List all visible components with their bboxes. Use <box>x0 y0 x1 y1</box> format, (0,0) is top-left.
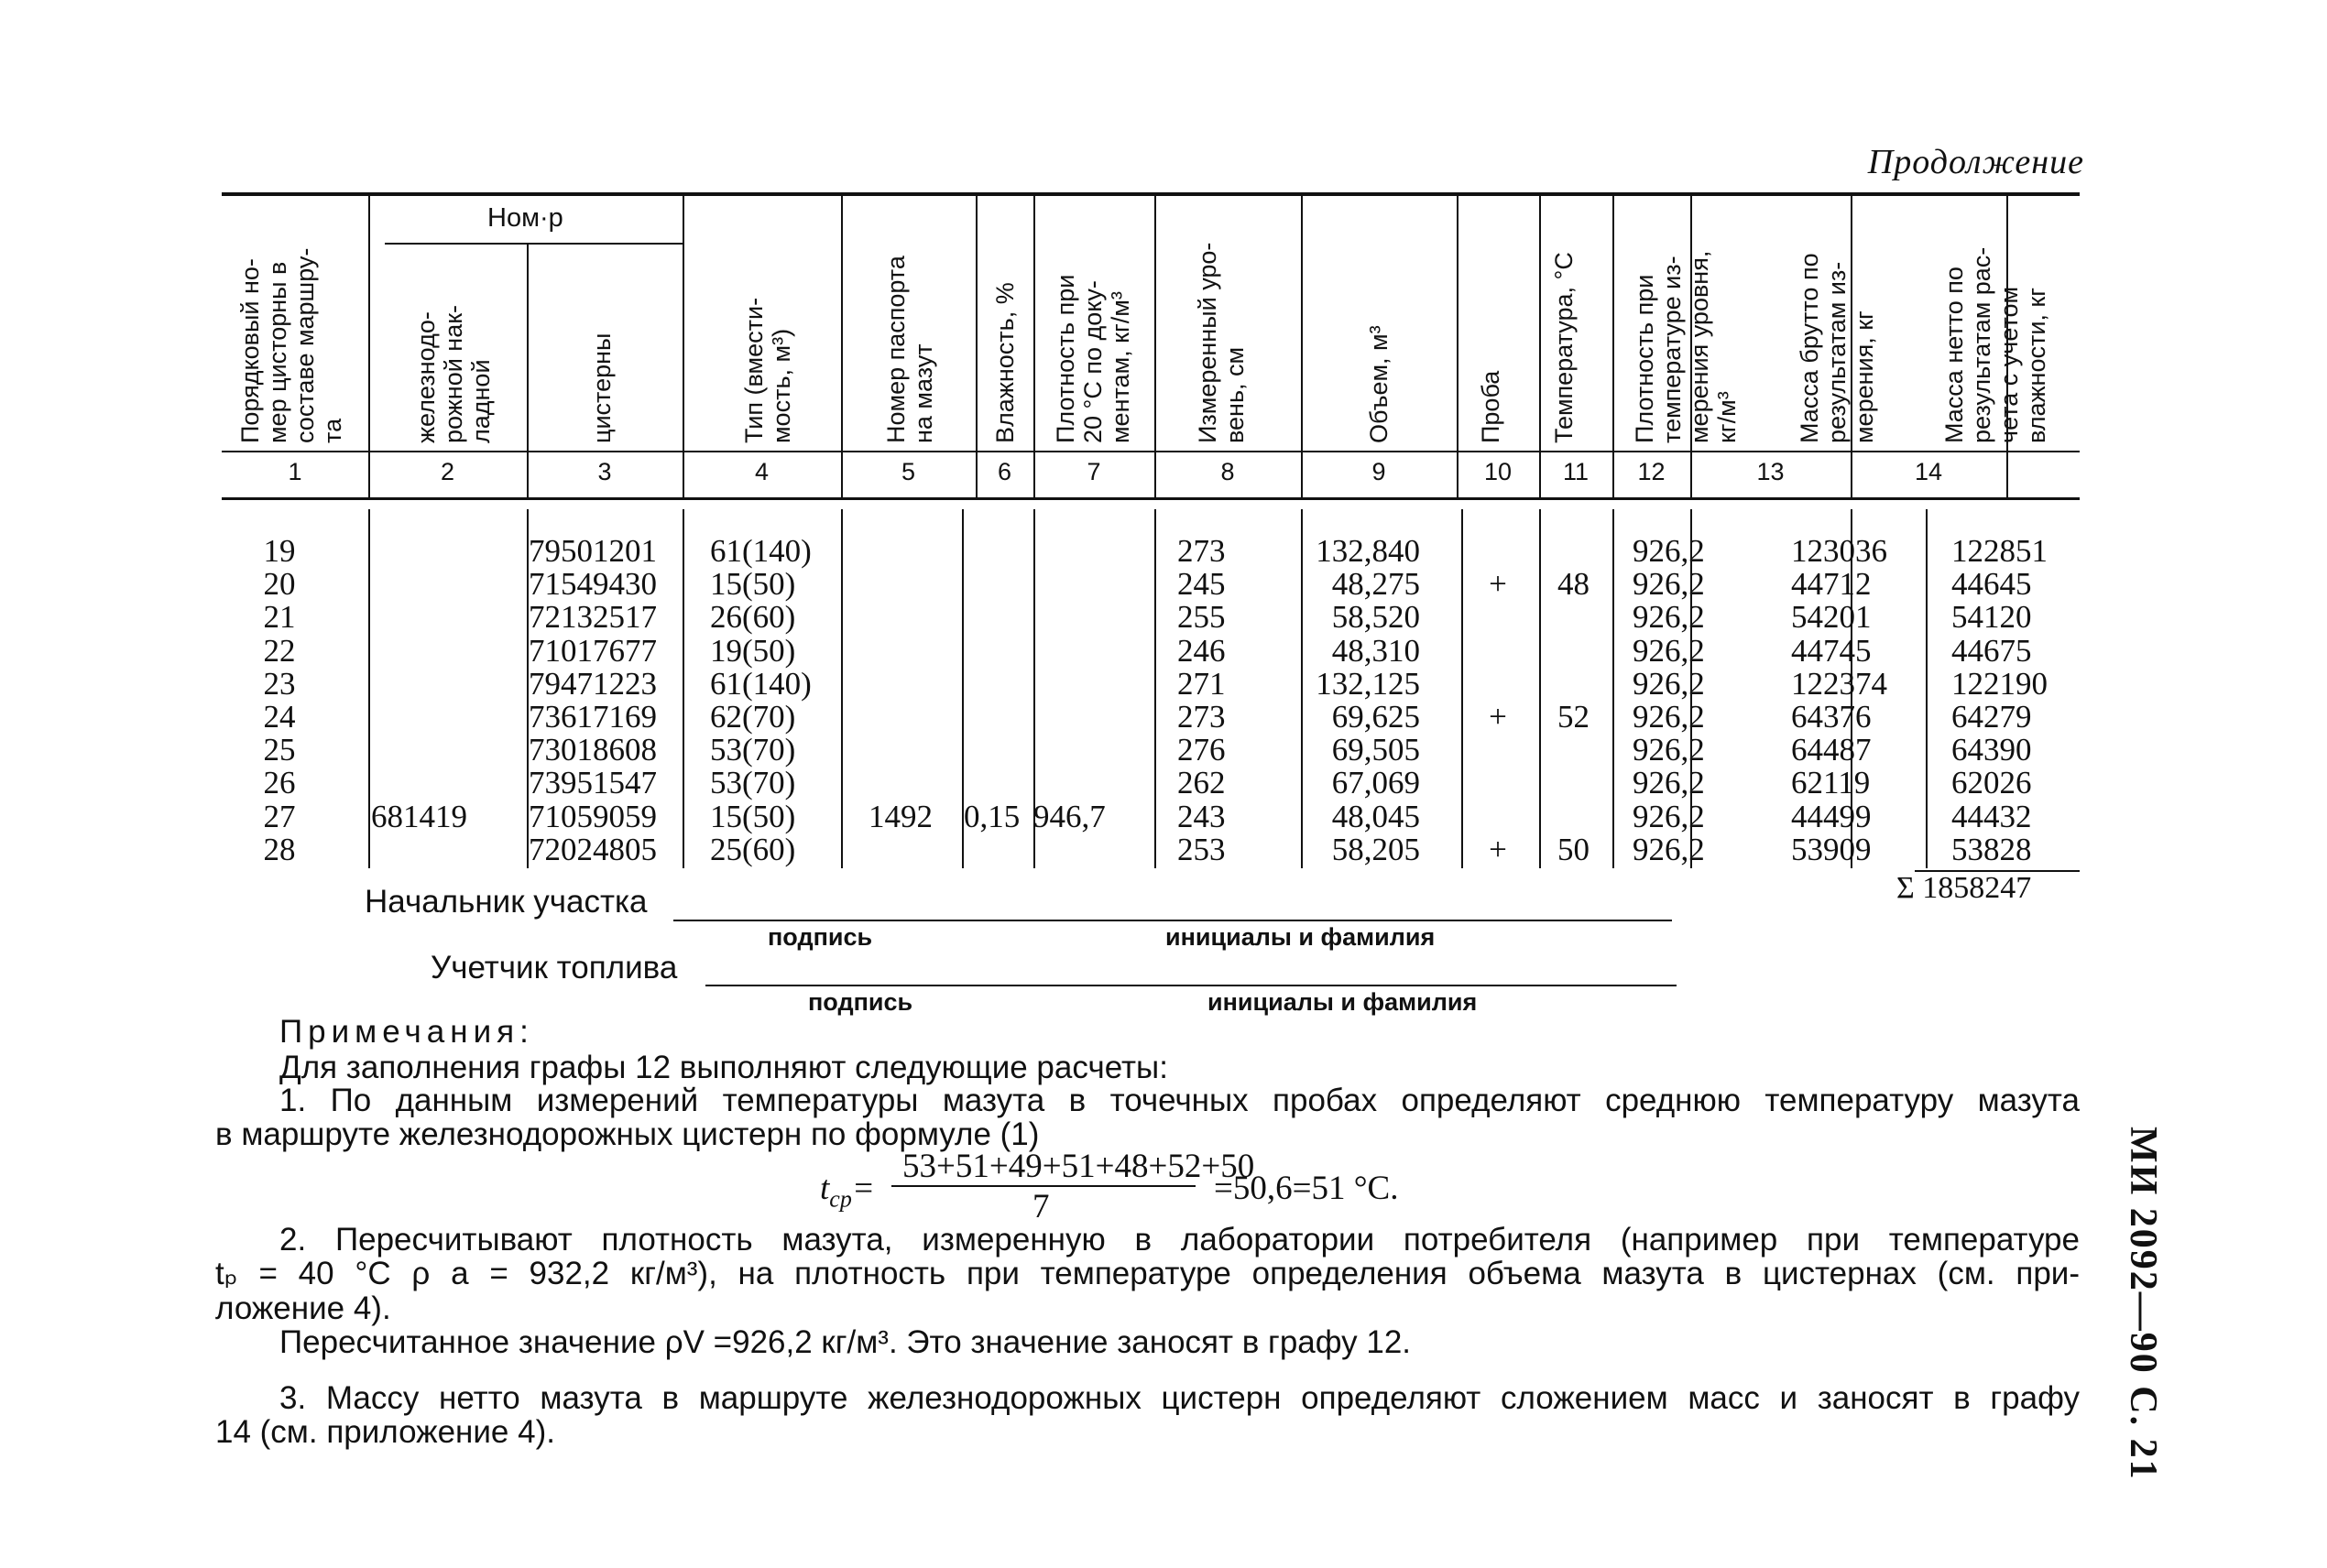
col-header-6: Влажность, % <box>991 282 1019 443</box>
density-20c: 946,7 <box>1033 798 1106 834</box>
tank-type: 25(60) <box>710 831 796 867</box>
volume: 48,045 <box>1331 798 1420 834</box>
tank-number: 71549430 <box>529 566 657 603</box>
body-column-divider <box>1926 509 1928 868</box>
group-caption-number: Ном·р <box>487 203 563 233</box>
tank-type: 61(140) <box>710 665 812 702</box>
measured-level: 271 <box>1177 665 1226 702</box>
tank-number: 71059059 <box>529 798 657 834</box>
density-measured: 926,2 <box>1633 599 1705 636</box>
note-2-line-2: tₚ = 40 °С ρ a = 932,2 кг/м³), на плотность при температуре определения объема мазута в цистернах (см. при- <box>215 1256 2080 1291</box>
col-header-4: Тип (вмести- мость, м³) <box>740 297 795 443</box>
volume: 132,840 <box>1316 533 1420 569</box>
volume: 67,069 <box>1331 765 1420 801</box>
header-column-divider <box>841 196 843 498</box>
column-number: 11 <box>1562 458 1590 485</box>
column-number: 13 <box>1756 458 1785 485</box>
tank-type: 53(70) <box>710 765 796 801</box>
measured-level: 262 <box>1177 765 1226 801</box>
temperature: 48 <box>1557 566 1590 603</box>
note-1-line-1: 1. По данным измерений температуры мазута в точечных пробах определяют среднюю температуру мазута <box>279 1083 2080 1118</box>
group-rule <box>385 243 683 245</box>
measured-level: 255 <box>1177 599 1226 636</box>
tank-number: 72024805 <box>529 831 657 867</box>
tank-number: 71017677 <box>529 632 657 669</box>
row-index: 19 <box>263 533 296 569</box>
col-header-2: железнодо- рожной нак- ладной <box>412 304 495 443</box>
density-measured: 926,2 <box>1633 632 1705 669</box>
tank-type: 26(60) <box>710 599 796 636</box>
body-column-divider <box>841 509 843 868</box>
gross-mass: 54201 <box>1791 599 1872 636</box>
chief-label: Начальник участка <box>365 884 648 920</box>
header-bottom-rule <box>222 451 2080 452</box>
gross-mass: 53909 <box>1791 831 1872 867</box>
numbers-bottom-rule <box>222 497 2080 500</box>
row-index: 20 <box>263 566 296 603</box>
body-column-divider <box>368 509 370 868</box>
volume: 48,275 <box>1331 566 1420 603</box>
density-measured: 926,2 <box>1633 765 1705 801</box>
density-measured: 926,2 <box>1633 665 1705 702</box>
header-column-divider <box>1457 196 1458 498</box>
row-index: 22 <box>263 632 296 669</box>
temperature: 52 <box>1557 699 1590 735</box>
tank-number: 73018608 <box>529 732 657 768</box>
row-index: 21 <box>263 599 296 636</box>
gross-mass: 64487 <box>1791 732 1872 768</box>
net-mass: 44432 <box>1951 798 2032 834</box>
accountant-label: Учетчик топлива <box>431 950 678 985</box>
col-header-5: Номер паспорта на мазут <box>882 256 937 443</box>
chief-name-caption: инициалы и фамилия <box>1165 923 1436 951</box>
volume: 69,505 <box>1331 732 1420 768</box>
probe-mark: + <box>1489 831 1507 867</box>
net-mass: 44645 <box>1951 566 2032 603</box>
table-top-rule <box>222 192 2080 196</box>
density-measured: 926,2 <box>1633 566 1705 603</box>
gross-mass: 44712 <box>1791 566 1872 603</box>
measured-level: 273 <box>1177 533 1226 569</box>
density-measured: 926,2 <box>1633 798 1705 834</box>
note-3-line-1: 3. Массу нетто мазута в маршруте железнодорожных цистерн определяют сложением масс и заносят в графу <box>279 1380 2080 1416</box>
column-number: 8 <box>1220 458 1235 485</box>
waybill-number: 681419 <box>371 798 467 834</box>
column-number: 9 <box>1371 458 1386 485</box>
net-mass: 62026 <box>1951 765 2032 801</box>
net-mass: 44675 <box>1951 632 2032 669</box>
continued-label: Продолжение <box>1867 143 2084 181</box>
body-column-divider <box>683 509 684 868</box>
tank-number: 79471223 <box>529 665 657 702</box>
col-header-11: Температура, °С <box>1550 252 1578 443</box>
column-number: 3 <box>597 458 612 485</box>
column-number: 12 <box>1637 458 1666 485</box>
measured-level: 245 <box>1177 566 1226 603</box>
col-header-10: Проба <box>1477 370 1504 443</box>
tank-type: 15(50) <box>710 798 796 834</box>
measured-level: 246 <box>1177 632 1226 669</box>
measured-level: 253 <box>1177 831 1226 867</box>
formula-lhs: $t_{ср}=$ <box>820 1170 875 1213</box>
tank-type: 19(50) <box>710 632 796 669</box>
density-measured: 926,2 <box>1633 732 1705 768</box>
col-header-9: Объем, м³ <box>1365 325 1393 443</box>
chief-sign-caption: подпись <box>768 923 873 951</box>
note-2-line-3: ложение 4). <box>215 1290 391 1326</box>
temperature: 50 <box>1557 831 1590 867</box>
accountant-signature-line <box>705 985 1677 986</box>
tank-number: 79501201 <box>529 533 657 569</box>
tank-type: 15(50) <box>710 566 796 603</box>
column-number: 14 <box>1914 458 1943 485</box>
accountant-name-caption: инициалы и фамилия <box>1207 988 1478 1016</box>
column-number: 6 <box>997 458 1012 485</box>
gross-mass: 123036 <box>1791 533 1887 569</box>
net-mass: 122190 <box>1951 665 2048 702</box>
body-column-divider <box>1461 509 1463 868</box>
formula-numerator: 53+51+49+51+48+52+50 <box>902 1148 1255 1185</box>
column-number: 1 <box>288 458 302 485</box>
volume: 48,310 <box>1331 632 1420 669</box>
header-column-divider <box>1154 196 1156 498</box>
header-column-divider <box>683 196 684 498</box>
col-header-7: Плотность при 20 °С по доку- ментам, кг/м³ <box>1052 274 1134 443</box>
note-2-line-4: Пересчитанное значение ρV =926,2 кг/м³. Это значение заносят в графу 12. <box>279 1324 1412 1360</box>
tank-type: 53(70) <box>710 732 796 768</box>
row-index: 28 <box>263 831 296 867</box>
note-2-line-1: 2. Пересчитывают плотность мазута, измеренную в лаборатории потребителя (например при температуре <box>279 1222 2080 1258</box>
col-header-3: цистерны <box>588 332 616 443</box>
net-mass: 122851 <box>1951 533 2048 569</box>
header-column-divider <box>976 196 978 498</box>
moisture: 0,15 <box>964 798 1021 834</box>
row-index: 26 <box>263 765 296 801</box>
gross-mass: 62119 <box>1791 765 1871 801</box>
row-index: 27 <box>263 798 296 834</box>
net-mass: 54120 <box>1951 599 2032 636</box>
col-header-1: Порядковый но- мер цисторны в составе маршру- та <box>236 247 346 443</box>
probe-mark: + <box>1489 566 1507 603</box>
volume: 132,125 <box>1316 665 1420 702</box>
body-column-divider <box>1154 509 1156 868</box>
tank-type: 62(70) <box>710 699 796 735</box>
page-side-label: МИ 2092—90 С. 21 <box>2122 1127 2164 1481</box>
net-mass: 64279 <box>1951 699 2032 735</box>
header-column-divider <box>1033 196 1035 498</box>
header-column-divider <box>1539 196 1541 498</box>
gross-mass: 44745 <box>1791 632 1872 669</box>
column-number: 10 <box>1483 458 1513 485</box>
col-header-14: Масса нетто по результатам рас- чета с учетом влажности, кг <box>1940 246 2050 443</box>
density-measured: 926,2 <box>1633 533 1705 569</box>
column-number: 5 <box>901 458 916 485</box>
row-index: 25 <box>263 732 296 768</box>
col-header-8: Измеренный уро- вень, см <box>1194 242 1249 443</box>
accountant-sign-caption: подпись <box>808 988 913 1016</box>
header-subcolumn-divider <box>527 245 529 498</box>
gross-mass: 64376 <box>1791 699 1872 735</box>
notes-title: Примечания: <box>279 1014 534 1050</box>
tank-number: 72132517 <box>529 599 657 636</box>
gross-mass: 44499 <box>1791 798 1872 834</box>
column-number: 4 <box>754 458 770 485</box>
header-column-divider <box>1301 196 1303 498</box>
row-index: 24 <box>263 699 296 735</box>
passport-number: 1492 <box>869 798 933 834</box>
net-mass: 53828 <box>1951 831 2032 867</box>
net-mass: 64390 <box>1951 732 2032 768</box>
density-measured: 926,2 <box>1633 831 1705 867</box>
column-number: 7 <box>1087 458 1101 485</box>
chief-signature-line <box>673 920 1672 921</box>
tank-number: 73951547 <box>529 765 657 801</box>
body-column-divider <box>1539 509 1541 868</box>
measured-level: 273 <box>1177 699 1226 735</box>
volume: 58,205 <box>1331 831 1420 867</box>
probe-mark: + <box>1489 699 1507 735</box>
column-number: 2 <box>440 458 455 485</box>
volume: 69,625 <box>1331 699 1420 735</box>
col-header-13: Масса брутто по результатам из- мерения, кг <box>1796 253 1878 443</box>
col-header-12: Плотность при температуре из- мерения уровня, кг/м³ <box>1631 250 1741 443</box>
tank-type: 61(140) <box>710 533 812 569</box>
formula-result: =50,6=51 °С. <box>1214 1170 1399 1207</box>
gross-mass: 122374 <box>1791 665 1887 702</box>
density-measured: 926,2 <box>1633 699 1705 735</box>
measured-level: 276 <box>1177 732 1226 768</box>
formula <box>820 1147 1553 1229</box>
row-index: 23 <box>263 665 296 702</box>
body-column-divider <box>1612 509 1614 868</box>
measured-level: 243 <box>1177 798 1226 834</box>
total-net-mass: Σ 1858247 <box>1896 871 2032 905</box>
note-1-line-2: в маршруте железнодорожных цистерн по формуле (1) <box>215 1116 1040 1152</box>
header-column-divider <box>368 196 370 498</box>
note-3-line-2: 14 (см. приложение 4). <box>215 1414 555 1450</box>
formula-denominator: 7 <box>1032 1188 1050 1225</box>
notes-intro: Для заполнения графы 12 выполняют следующие расчеты: <box>279 1050 1168 1085</box>
tank-number: 73617169 <box>529 699 657 735</box>
volume: 58,520 <box>1331 599 1420 636</box>
header-column-divider <box>1612 196 1614 498</box>
